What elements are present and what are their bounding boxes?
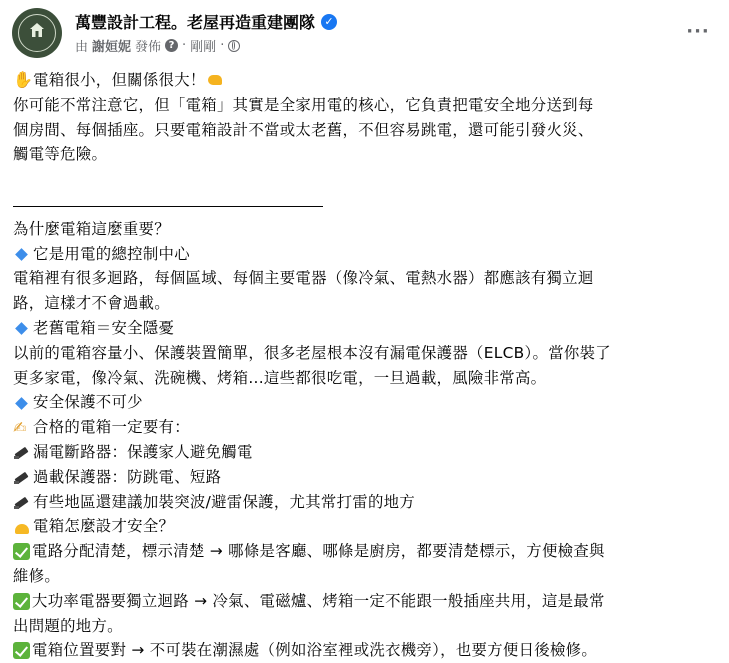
diamond-icon <box>13 245 31 263</box>
flexed-biceps-icon <box>206 71 224 89</box>
author-prefix: 由 <box>75 40 89 55</box>
clap-hand-icon <box>13 71 31 89</box>
post-text: 過載保護器：防跳電、短路 <box>33 467 222 486</box>
post-line <box>13 614 723 639</box>
check-mark-icon <box>13 642 30 659</box>
post-text: 路，這樣才不會過載。 <box>13 294 170 313</box>
post-timestamp[interactable]: 剛剛 <box>190 40 217 55</box>
help-icon[interactable]: ? <box>165 39 178 52</box>
check-mark-icon <box>13 593 30 610</box>
page-name-row <box>75 10 337 33</box>
post-line <box>13 341 723 366</box>
public-globe-icon[interactable] <box>228 40 240 52</box>
time-separator: · <box>182 38 187 53</box>
divider-underline <box>13 192 723 217</box>
post-line <box>13 316 723 341</box>
post-text: 出問題的地方。 <box>13 616 123 635</box>
post-line <box>13 366 723 391</box>
post-content <box>13 68 723 663</box>
post-line <box>13 539 723 564</box>
post-text: 電箱很小，但關係很大！ <box>33 71 206 89</box>
post-line <box>13 465 723 490</box>
post-text: 漏電斷路器：保護家人避免觸電 <box>33 442 253 461</box>
post-header <box>12 8 717 58</box>
page-name[interactable]: 萬豐設計工程。老屋再造重建團隊 <box>75 13 316 32</box>
post-text: 觸電等危險。 <box>13 145 108 164</box>
post-text: 維修。 <box>13 566 61 585</box>
post-line <box>13 242 723 267</box>
post-text: 它是用電的總控制中心 <box>33 244 190 263</box>
post-line <box>13 589 723 614</box>
post-text: 老舊電箱＝安全隱憂 <box>33 318 175 337</box>
more-options-button[interactable]: ··· <box>686 21 710 42</box>
post-text: 電箱位置要對 → 不可裝在潮濕處（例如浴室裡或洗衣機旁），也要方便日後檢修。 <box>32 641 598 660</box>
post-text: 你可能不常注意它，但「電箱」其實是全家用電的核心，它負責把電安全地分送到每 <box>13 95 594 114</box>
page-avatar[interactable] <box>12 8 62 58</box>
post-line <box>13 142 723 167</box>
post-text: 電箱怎麼設才安全？ <box>33 517 175 536</box>
audience-separator: · <box>220 38 225 53</box>
post-line <box>13 514 723 539</box>
electric-plug-icon <box>13 468 31 486</box>
construction-worker-icon <box>13 518 31 536</box>
post-line <box>13 415 723 440</box>
post-text: 以前的電箱容量小、保護裝置簡單，很多老屋根本沒有漏電保護器（ELCB）。當你裝了 <box>13 343 611 362</box>
post-text: 個房間、每個插座。只要電箱設計不當或太老舊，不但容易跳電，還可能引發火災、 <box>13 120 594 139</box>
post-text: 安全保護不可少 <box>33 393 143 412</box>
electric-plug-icon <box>13 493 31 511</box>
post-line <box>13 490 723 515</box>
post-text: 大功率電器要獨立迴路 → 冷氣、電磁爐、烤箱一定不能跟一般插座共用，這是最常 <box>32 591 605 610</box>
check-mark-icon <box>13 543 30 560</box>
post-text: 合格的電箱一定要有： <box>33 418 190 437</box>
post-text: 有些地區還建議加裝突波/避雷保護，尤其常打雷的地方 <box>33 492 416 511</box>
diamond-icon <box>13 394 31 412</box>
post-line <box>13 217 723 242</box>
post-text: 電路分配清楚，標示清楚 → 哪條是客廳、哪條是廚房，都要清楚標示，方便檢查與 <box>32 542 605 561</box>
diamond-icon <box>13 319 31 337</box>
post-line <box>13 390 723 415</box>
verified-badge-icon: ✓ <box>321 14 337 30</box>
post-line <box>13 93 723 118</box>
post-text: 電箱裡有很多迴路，每個區域、每個主要電器（像冷氣、電熱水器）都應該有獨立迴 <box>13 269 594 288</box>
post-line <box>13 266 723 291</box>
post-line <box>13 564 723 589</box>
post-line <box>13 118 723 143</box>
electric-plug-icon <box>13 443 31 461</box>
section-heading: 為什麼電箱這麼重要？ <box>13 219 170 238</box>
writing-hand-icon <box>13 419 31 437</box>
post-line <box>13 68 723 93</box>
post-line <box>13 638 723 663</box>
post-line <box>13 440 723 465</box>
post-meta <box>75 36 240 55</box>
blank-line <box>13 167 723 192</box>
house-logo-icon <box>29 22 45 38</box>
post-line <box>13 291 723 316</box>
author-name[interactable]: 謝姮妮 <box>92 40 132 55</box>
post-text: 更多家電，像冷氣、洗碗機、烤箱...這些都很吃電，一旦過載，風險非常高。 <box>13 368 547 387</box>
posted-label: 發佈 <box>135 40 162 55</box>
